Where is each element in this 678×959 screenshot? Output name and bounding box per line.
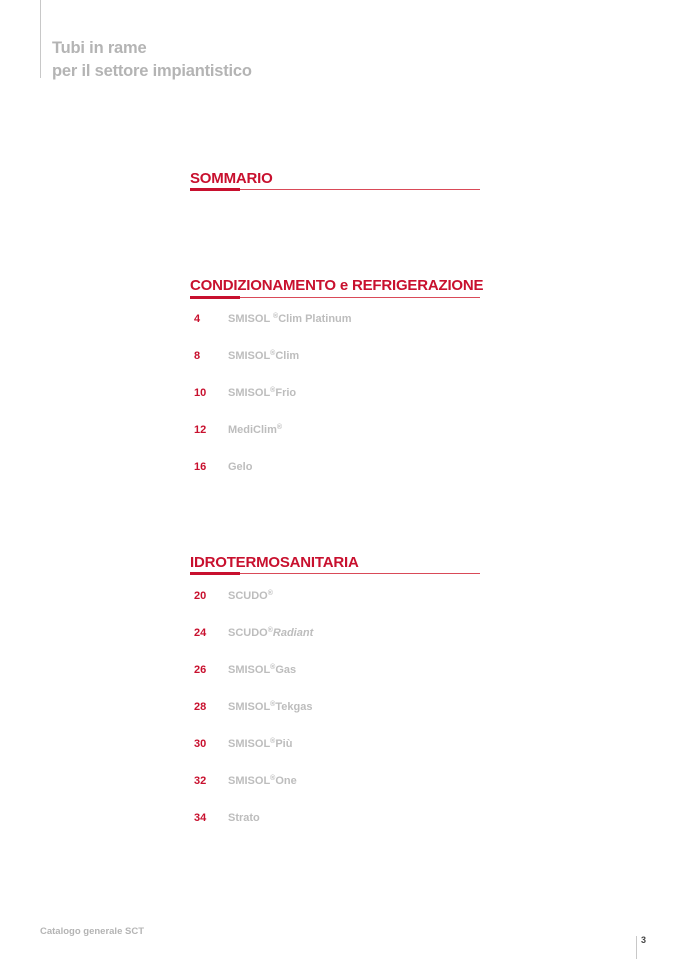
product-name: SMISOL (228, 350, 271, 362)
toc-entry[interactable] (190, 699, 480, 715)
toc-entry[interactable] (190, 773, 480, 789)
toc-page-number: 4 (194, 313, 201, 325)
toc-page-number: 34 (194, 812, 207, 824)
toc-page-number: 12 (194, 424, 207, 436)
toc-entry-label (228, 736, 292, 752)
toc-entry-label (228, 348, 299, 364)
toc-entry[interactable] (190, 810, 480, 826)
registered-mark: ® (270, 387, 276, 394)
toc-entry-label (228, 459, 252, 475)
page-number-divider (636, 936, 637, 959)
toc-entry[interactable] (190, 422, 480, 438)
toc-entry-label (228, 662, 296, 678)
product-name: SCUDO (228, 627, 268, 639)
product-name: SMISOL (228, 701, 271, 713)
toc-entry-label (228, 810, 260, 826)
toc-entry-label (228, 385, 296, 401)
product-variant: Clim Platinum (278, 313, 352, 325)
document-header (52, 37, 252, 83)
registered-mark: ® (267, 590, 273, 597)
toc-entry[interactable] (190, 348, 480, 364)
registered-mark: ® (276, 424, 283, 431)
registered-mark: ® (270, 664, 276, 671)
toc-entry-label (228, 699, 312, 715)
toc-page-number: 10 (194, 387, 207, 399)
registered-mark: ® (267, 627, 273, 634)
product-name: Gelo (228, 461, 253, 473)
registered-mark: ® (270, 738, 276, 745)
toc-entry-label (228, 422, 282, 438)
section-rule-idrotermosanitaria (190, 573, 480, 574)
toc-page-number: 30 (194, 738, 207, 750)
toc-entry-label (228, 625, 313, 641)
toc-entry[interactable] (190, 459, 480, 475)
product-variant: One (275, 775, 297, 787)
toc-page-number: 24 (194, 627, 207, 639)
toc-entry[interactable] (190, 385, 480, 401)
header-line-2: per il settore impiantistico (52, 62, 252, 80)
product-variant: Clim (275, 350, 300, 362)
product-name: Strato (228, 812, 260, 824)
section-title-idrotermosanitaria: IDROTERMOSANITARIA (190, 554, 359, 571)
registered-mark: ® (270, 701, 276, 708)
toc-entry[interactable] (190, 736, 480, 752)
summary-rule (190, 189, 480, 190)
registered-mark: ® (270, 775, 276, 782)
product-name: SCUDO (228, 590, 268, 602)
toc-entry[interactable] (190, 662, 480, 678)
product-variant: Gas (275, 664, 297, 676)
product-name: MediClim (228, 424, 277, 436)
summary-title: SOMMARIO (190, 170, 273, 187)
toc-entry-label (228, 311, 352, 327)
toc-entry[interactable] (190, 311, 480, 327)
registered-mark: ® (270, 350, 276, 357)
section-title-condizionamento: CONDIZIONAMENTO e REFRIGERAZIONE (190, 277, 484, 294)
page-number: 3 (641, 935, 647, 945)
toc-entry[interactable] (190, 588, 480, 604)
product-variant: Frio (275, 387, 297, 399)
toc-page-number: 32 (194, 775, 207, 787)
toc-page-number: 8 (194, 350, 201, 362)
toc-page-number: 16 (194, 461, 207, 473)
toc-page-number: 20 (194, 590, 207, 602)
header-line-1: Tubi in rame (52, 39, 147, 57)
header-divider (40, 0, 41, 78)
product-name: SMISOL (228, 387, 271, 399)
product-name: SMISOL (228, 313, 274, 325)
toc-page-number: 26 (194, 664, 207, 676)
product-name: SMISOL (228, 664, 271, 676)
section-rule-condizionamento (190, 297, 480, 298)
registered-mark: ® (273, 313, 279, 320)
product-variant: Tekgas (275, 701, 313, 713)
product-variant-italic: Radiant (272, 627, 314, 639)
product-name: SMISOL (228, 738, 271, 750)
footer-catalog-label: Catalogo generale SCT (40, 926, 144, 937)
toc-entry-label (228, 588, 273, 604)
product-variant: Più (275, 738, 293, 750)
product-name: SMISOL (228, 775, 271, 787)
toc-page-number: 28 (194, 701, 207, 713)
toc-entry[interactable] (190, 625, 480, 641)
toc-entry-label (228, 773, 297, 789)
